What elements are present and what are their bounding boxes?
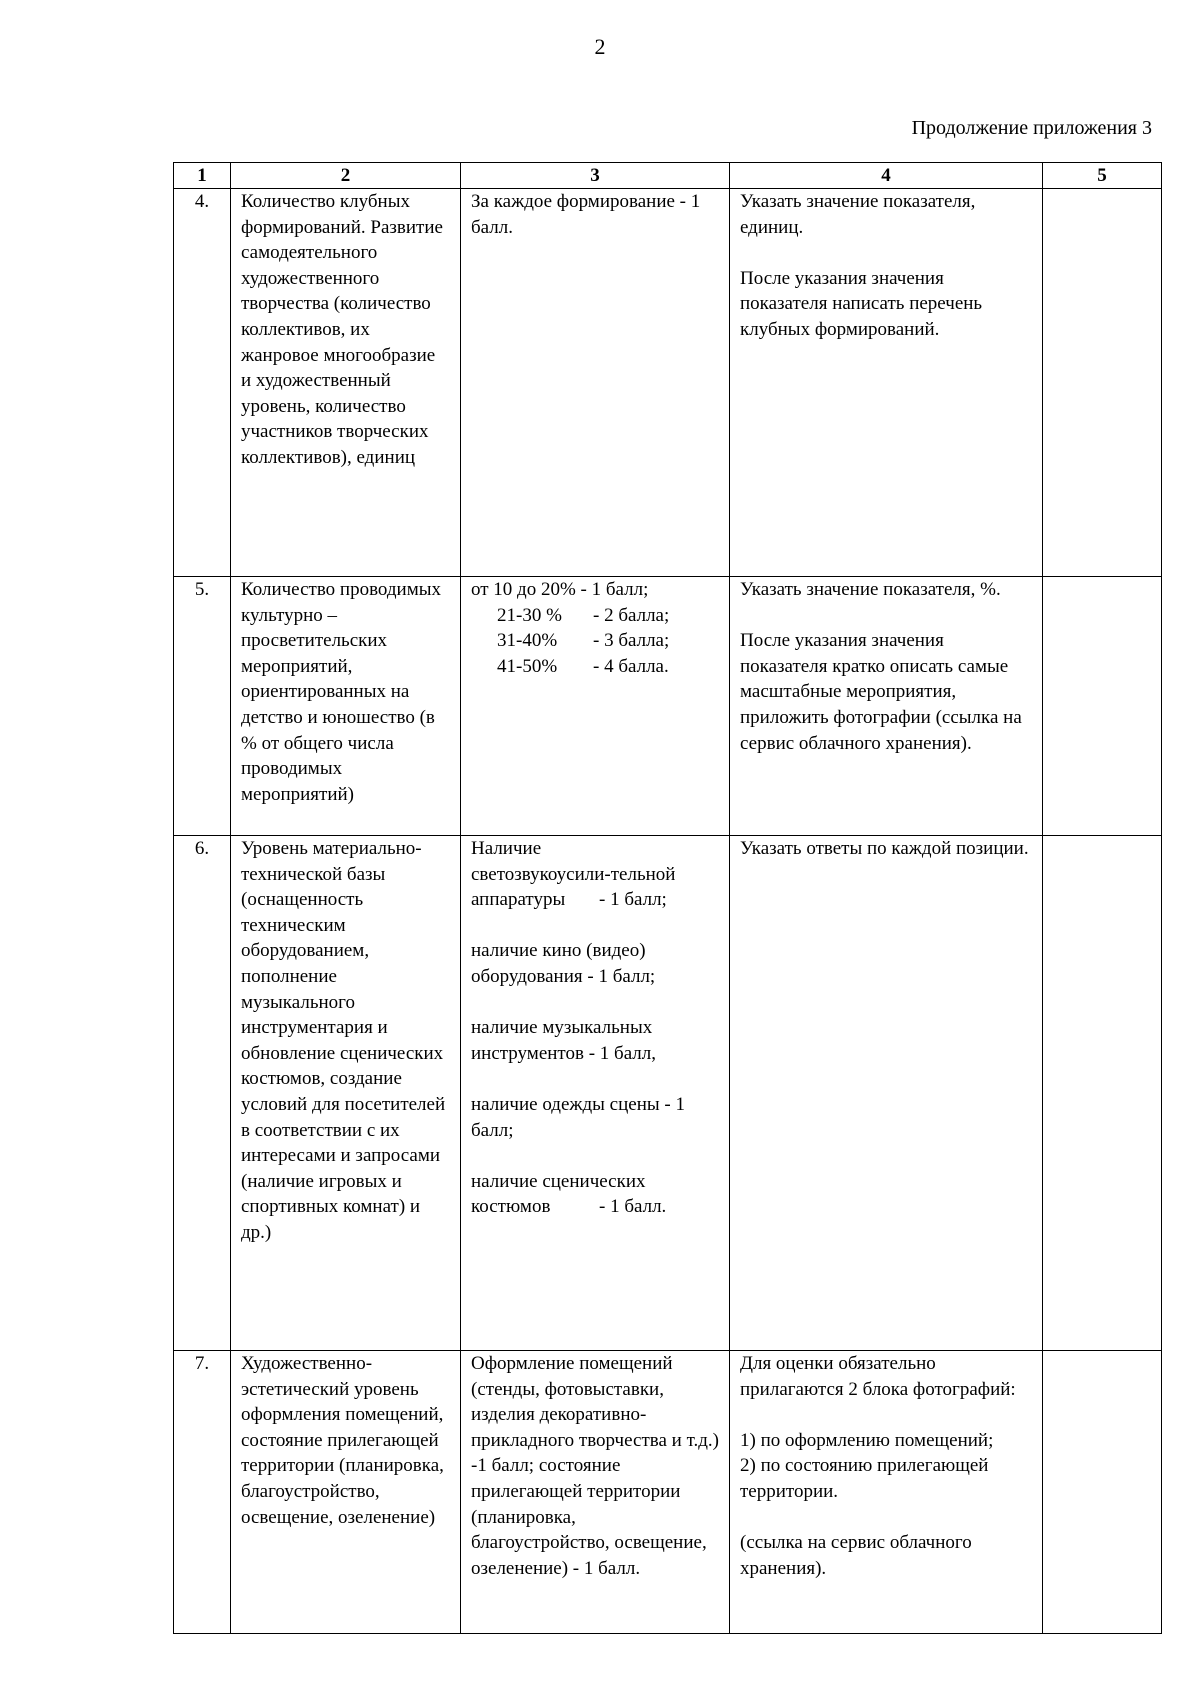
criteria-line: Наличие [471,838,542,859]
criteria-cell [461,577,730,836]
indicator-cell: Художественно-эстетический уровень оформления помещений, состояние прилегающей территории (планировка, благоустройство, освещение, озеленение) [231,1351,461,1634]
instruction-paragraph: Указать значение показателя, единиц. [740,191,976,238]
criteria-line [471,628,719,654]
criteria-line: наличие кино (видео) оборудования - 1 балл; [471,940,656,987]
instruction-paragraph: (ссылка на сервис облачного хранения). [740,1532,972,1579]
header-cell-3: 3 [461,163,730,189]
score-label: - 3 балла; [593,630,670,652]
score-label: - 4 балла. [593,655,669,677]
range-label: 21-30 % [497,604,562,626]
continuation-label: Продолжение приложения 3 [911,117,1152,139]
instructions-cell [730,189,1043,577]
empty-cell [1043,577,1162,836]
row-number: 4. [174,189,231,577]
criteria-table [173,162,1162,1634]
header-cell-2: 2 [231,163,461,189]
header-cell-1: 1 [174,163,231,189]
criteria-line: наличие музыкальных инструментов - 1 балл, [471,1017,657,1064]
instruction-paragraph: 1) по оформлению помещений; [740,1429,994,1451]
criteria-line: наличие одежды сцены - 1 балл; [471,1093,685,1141]
instructions-cell [730,836,1043,1351]
table-row [174,1351,1162,1634]
criteria-text: аппаратуры [471,889,566,911]
page-number: 2 [594,34,606,59]
criteria-line [471,1194,719,1220]
empty-cell [1043,1351,1162,1634]
header-cell-5: 5 [1043,163,1162,189]
empty-cell [1043,189,1162,577]
indicator-cell: Уровень материально-технической базы (оснащенность техническим оборудованием, пополнение музыкального инструментария и обновление сценических костюмов, создание условий для посетителей в соответствии с их интересами и запросами (наличие игровых и спортивных комнат) и др.) [231,836,461,1351]
instruction-paragraph: Указать значение показателя, %. [740,579,1001,600]
header-cell-4: 4 [730,163,1043,189]
row-number: 6. [174,836,231,1351]
instruction-paragraph: 2) по состоянию прилегающей территории. [740,1455,989,1502]
criteria-line [471,654,719,680]
criteria-cell [461,836,730,1351]
instructions-cell [730,577,1043,836]
empty-cell [1043,836,1162,1351]
criteria-line [471,603,719,629]
row-number: 7. [174,1351,231,1634]
score-label: - 2 балла; [593,604,670,626]
table-row [174,189,1162,577]
criteria-line: наличие сценических [471,1170,646,1192]
score-label: - 1 балл; [599,889,667,911]
instruction-paragraph: После указания значения показателя кратко описать самые масштабные мероприятия, приложить фотографии (ссылка на сервис облачного хранения). [740,630,1022,754]
indicator-cell: Количество проводимых культурно – просветительских мероприятий, ориентированных на детство и юношество (в % от общего числа проводимых мероприятий) [231,577,461,836]
indicator-cell: Количество клубных формирований. Развитие самодеятельного художественного творчества (количество коллективов, их жанровое многообразие и художественный уровень, количество участников творческих коллективов), единиц [231,189,461,577]
instructions-cell [730,1351,1043,1634]
criteria-text: костюмов [471,1196,551,1218]
criteria-line: светозвукоусили-тельной [471,863,676,885]
instruction-paragraph: Для оценки обязательно прилагаются 2 блока фотографий: [740,1353,1016,1400]
range-label: 41-50% [497,655,558,677]
range-label: 31-40% [497,630,558,652]
criteria-cell: За каждое формирование - 1 балл. [461,189,730,577]
criteria-line: от 10 до 20% - 1 балл; [471,579,649,600]
table-row [174,577,1162,836]
header-row [174,163,1162,189]
criteria-cell: Оформление помещений (стенды, фотовыставки, изделия декоративно-прикладного творчества и т.д.) -1 балл; состояние прилегающей территории (планировка, благоустройство, освещение, озеленение) - 1 балл. [461,1351,730,1634]
score-label: - 1 балл. [599,1196,667,1218]
instruction-paragraph: После указания значения показателя написать перечень клубных формирований. [740,267,983,340]
row-number: 5. [174,577,231,836]
table-row [174,836,1162,1351]
instruction-paragraph: Указать ответы по каждой позиции. [740,838,1029,859]
criteria-line [471,887,719,913]
